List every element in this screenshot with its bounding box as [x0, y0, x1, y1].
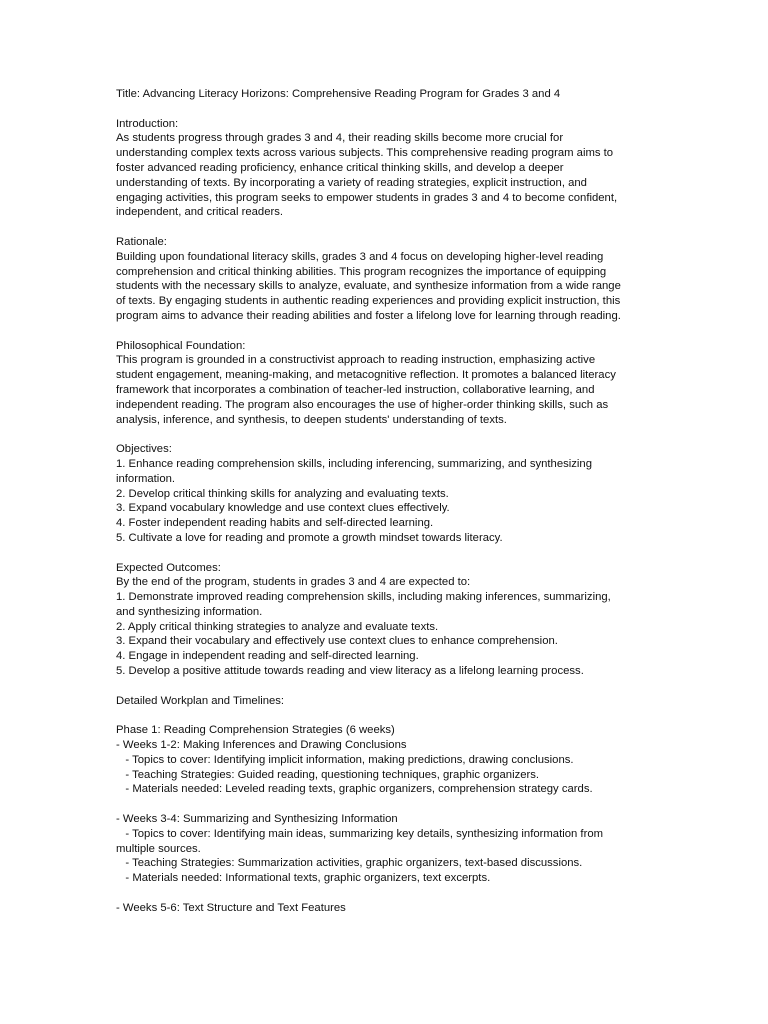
text-line: 2. Apply critical thinking strategies to analyze and evaluate texts.	[116, 620, 439, 633]
text-line: As students progress through grades 3 and 4, their reading skills become more crucial for	[116, 132, 564, 145]
text-line: 3. Expand their vocabulary and effectively use context clues to enhance comprehension.	[116, 635, 558, 648]
text-line: Rationale:	[116, 235, 167, 248]
blank-line	[116, 220, 656, 235]
text-line: 5. Develop a positive attitude towards reading and view literacy as a lifelong learning process.	[116, 665, 584, 678]
text-line: - Topics to cover: Identifying main ideas, summarizing key details, synthesizing information from	[116, 827, 604, 840]
text-line: This program is grounded in a constructivist approach to reading instruction, emphasizing active	[116, 354, 596, 367]
text-line: Introduction:	[116, 117, 179, 130]
text-line: multiple sources.	[116, 842, 201, 855]
text-line: and synthesizing information.	[116, 605, 263, 618]
text-line: independent, and critical readers.	[116, 206, 284, 219]
text-line: 3. Expand vocabulary knowledge and use context clues effectively.	[116, 502, 450, 515]
text-line: - Materials needed: Leveled reading texts, graphic organizers, comprehension strategy cards.	[116, 783, 593, 796]
text-line: 2. Develop critical thinking skills for analyzing and evaluating texts.	[116, 487, 449, 500]
document-page	[116, 87, 656, 916]
text-line: framework that incorporates a combination of teacher-led instruction, collaborative learning, and	[116, 383, 595, 396]
text-line: Expected Outcomes:	[116, 561, 221, 574]
blank-line	[116, 546, 656, 561]
text-line: of texts. By engaging students in authentic reading experiences and providing explicit instruction, this	[116, 295, 621, 308]
text-line: 4. Engage in independent reading and self-directed learning.	[116, 650, 419, 663]
text-line: - Weeks 5-6: Text Structure and Text Features	[116, 901, 346, 914]
text-line: engaging activities, this program seeks to empower students in grades 3 and 4 to become confident,	[116, 191, 618, 204]
text-line: - Topics to cover: Identifying implicit information, making predictions, drawing conclusions.	[116, 753, 574, 766]
text-line: - Teaching Strategies: Summarization activities, graphic organizers, text-based discussions.	[116, 857, 583, 870]
blank-line	[116, 886, 656, 901]
blank-line	[116, 324, 656, 339]
text-line: understanding complex texts across various subjects. This comprehensive reading program aims to	[116, 147, 614, 160]
blank-line	[116, 708, 656, 723]
text-line: - Weeks 3-4: Summarizing and Synthesizing Information	[116, 813, 398, 826]
text-line: - Weeks 1-2: Making Inferences and Drawing Conclusions	[116, 739, 407, 752]
text-line: independent reading. The program also encourages the use of higher-order thinking skills, such as	[116, 398, 609, 411]
text-line: 1. Enhance reading comprehension skills, including inferencing, summarizing, and synthesizing	[116, 457, 592, 470]
text-line: Objectives:	[116, 443, 172, 456]
text-line: Detailed Workplan and Timelines:	[116, 694, 285, 707]
text-line: understanding of texts. By incorporating a variety of reading strategies, explicit instruction, and	[116, 176, 587, 189]
text-line: By the end of the program, students in grades 3 and 4 are expected to:	[116, 576, 471, 589]
text-line: - Teaching Strategies: Guided reading, questioning techniques, graphic organizers.	[116, 768, 540, 781]
text-line: Title: Advancing Literacy Horizons: Comprehensive Reading Program for Grades 3 and 4	[116, 88, 561, 100]
text-line: Phase 1: Reading Comprehension Strategies (6 weeks)	[116, 724, 395, 737]
text-line: Philosophical Foundation:	[116, 339, 246, 352]
text-line: foster advanced reading proficiency, enhance critical thinking skills, and develop a deeper	[116, 161, 564, 174]
text-line: Building upon foundational literacy skills, grades 3 and 4 focus on developing higher-level reading	[116, 250, 604, 263]
text-line: students with the necessary skills to analyze, evaluate, and synthesize information from a wide range	[116, 280, 621, 293]
blank-line	[116, 679, 656, 694]
text-line: 1. Demonstrate improved reading comprehension skills, including making inferences, summarizing,	[116, 591, 611, 604]
text-line: - Materials needed: Informational texts, graphic organizers, text excerpts.	[116, 872, 491, 885]
text-line: comprehension and critical thinking abilities. This program recognizes the importance of equipping	[116, 265, 607, 278]
text-line: 4. Foster independent reading habits and self-directed learning.	[116, 517, 434, 530]
text-line: information.	[116, 472, 176, 485]
text-line: 5. Cultivate a love for reading and promote a growth mindset towards literacy.	[116, 531, 503, 544]
blank-line	[116, 102, 656, 117]
text-line: analysis, inference, and synthesis, to deepen students' understanding of texts.	[116, 413, 507, 426]
blank-line	[116, 427, 656, 442]
text-line: student engagement, meaning-making, and metacognitive reflection. It promotes a balanced literacy	[116, 369, 616, 382]
text-line: program aims to advance their reading abilities and foster a lifelong love for learning through reading.	[116, 309, 621, 322]
blank-line	[116, 797, 656, 812]
